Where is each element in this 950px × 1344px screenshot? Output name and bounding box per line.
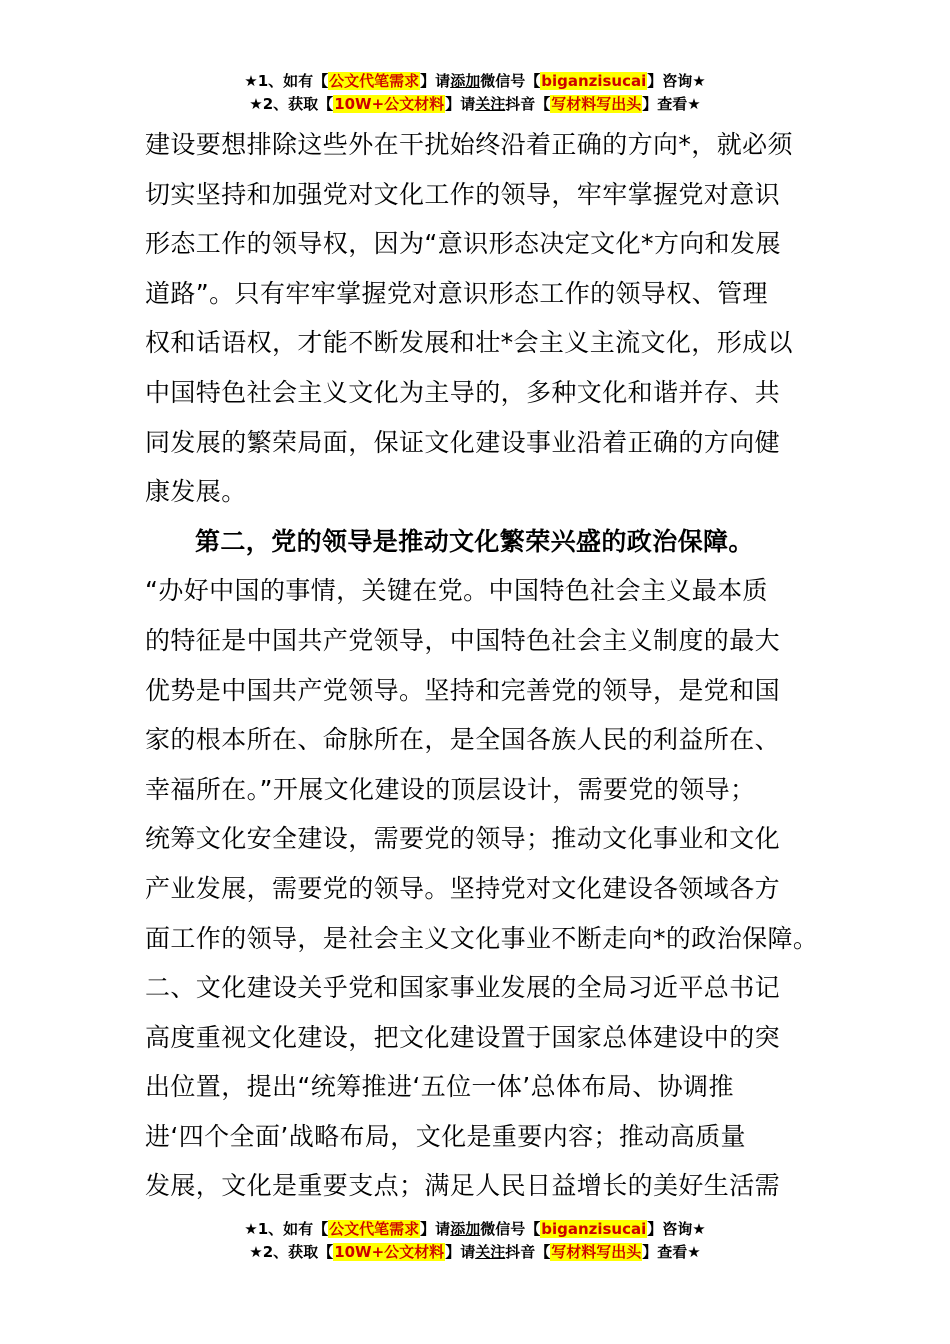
text-line: 二、文化建设关乎党和国家事业发展的全局习近平总书记 [145,973,781,1003]
text-line: 发展，文化是重要支点；满足人民日益增长的美好生活需 [145,1171,781,1201]
banner-text: ★1、如有【 [244,1220,329,1238]
banner-text: 】请 [445,1243,476,1261]
text-line: 高度重视文化建设，把文化建设置于国家总体建设中的突 [145,1022,781,1052]
bottom-banner [0,1218,950,1264]
text-line: 形态工作的领导权，因为“意识形态决定文化*方向和发展 [145,229,781,259]
banner-text: 】请 [420,1220,451,1238]
banner-text: 抖音【 [505,1243,551,1261]
text-line: 优势是中国共产党领导。坚持和完善党的领导，是党和国 [145,675,781,705]
text-line: 面工作的领导，是社会主义文化事业不断走向*的政治保障。 [145,923,819,953]
text-line: 统筹文化安全建设，需要党的领导；推动文化事业和文化 [145,824,781,854]
banner-text: ★2、获取【 [249,95,334,113]
banner-highlight: 写材料写出头 [551,1243,642,1261]
text-line: 幸福所在。”开展文化建设的顶层设计，需要党的领导； [145,774,756,804]
banner-underline: 添加 [450,1220,481,1238]
text-line: “办好中国的事情，关键在党。中国特色社会主义最本质 [145,576,768,606]
text-line: 产业发展，需要党的领导。坚持党对文化建设各领域各方 [145,873,781,903]
text-line: 家的根本所在、命脉所在，是全国各族人民的利益所在、 [145,725,781,755]
banner-highlight: biganzisucai [541,1220,647,1238]
banner-line-2 [0,1241,950,1264]
banner-highlight: 公文代笔需求 [329,72,420,90]
banner-line-1 [0,1218,950,1241]
banner-text: ★1、如有【 [244,72,329,90]
banner-line-2 [0,93,950,116]
banner-underline: 关注 [475,95,506,113]
banner-text: 】查看★ [642,95,701,113]
banner-text: 】咨询★ [647,1220,706,1238]
top-banner [0,70,950,116]
banner-text: 】咨询★ [647,72,706,90]
banner-text: ★2、获取【 [249,1243,334,1261]
text-line: 建设要想排除这些外在干扰始终沿着正确的方向*，就必须 [145,130,793,159]
text-line: 出位置，提出“统筹推进‘五位一体’总体布局、协调推 [145,1072,734,1102]
banner-text: 】查看★ [642,1243,701,1261]
text-line: 权和话语权，才能不断发展和壮*会主义主流文化，形成以 [145,328,793,358]
text-line: 道路”。只有牢牢掌握党对意识形态工作的领导权、管理 [145,278,768,308]
banner-text: 微信号【 [480,1220,541,1238]
banner-highlight: 公文代笔需求 [329,1220,420,1238]
text-line: 的特征是中国共产党领导，中国特色社会主义制度的最大 [145,625,781,655]
banner-highlight: 10W+公文材料 [334,95,445,113]
banner-underline: 添加 [450,72,481,90]
banner-text: 微信号【 [480,72,541,90]
text-line: 同发展的繁荣局面，保证文化建设事业沿着正确的方向健 [145,427,781,457]
text-line: 切实坚持和加强党对文化工作的领导，牢牢掌握党对意识 [145,179,781,209]
banner-highlight: 写材料写出头 [551,95,642,113]
text-line: 中国特色社会主义文化为主导的，多种文化和谐并存、共 [145,377,781,407]
document-body [145,120,819,1211]
banner-text: 】请 [420,72,451,90]
text-line: 进‘四个全面’战略布局，文化是重要内容；推动高质量 [145,1121,746,1151]
banner-highlight: biganzisucai [541,72,647,90]
banner-line-1 [0,70,950,93]
banner-underline: 关注 [475,1243,506,1261]
banner-highlight: 10W+公文材料 [334,1243,445,1261]
banner-text: 】请 [445,95,476,113]
text-line: 康发展。 [145,477,247,507]
banner-text: 抖音【 [505,95,551,113]
section-heading: 第二，党的领导是推动文化繁荣兴盛的政治保障。 [195,526,754,556]
